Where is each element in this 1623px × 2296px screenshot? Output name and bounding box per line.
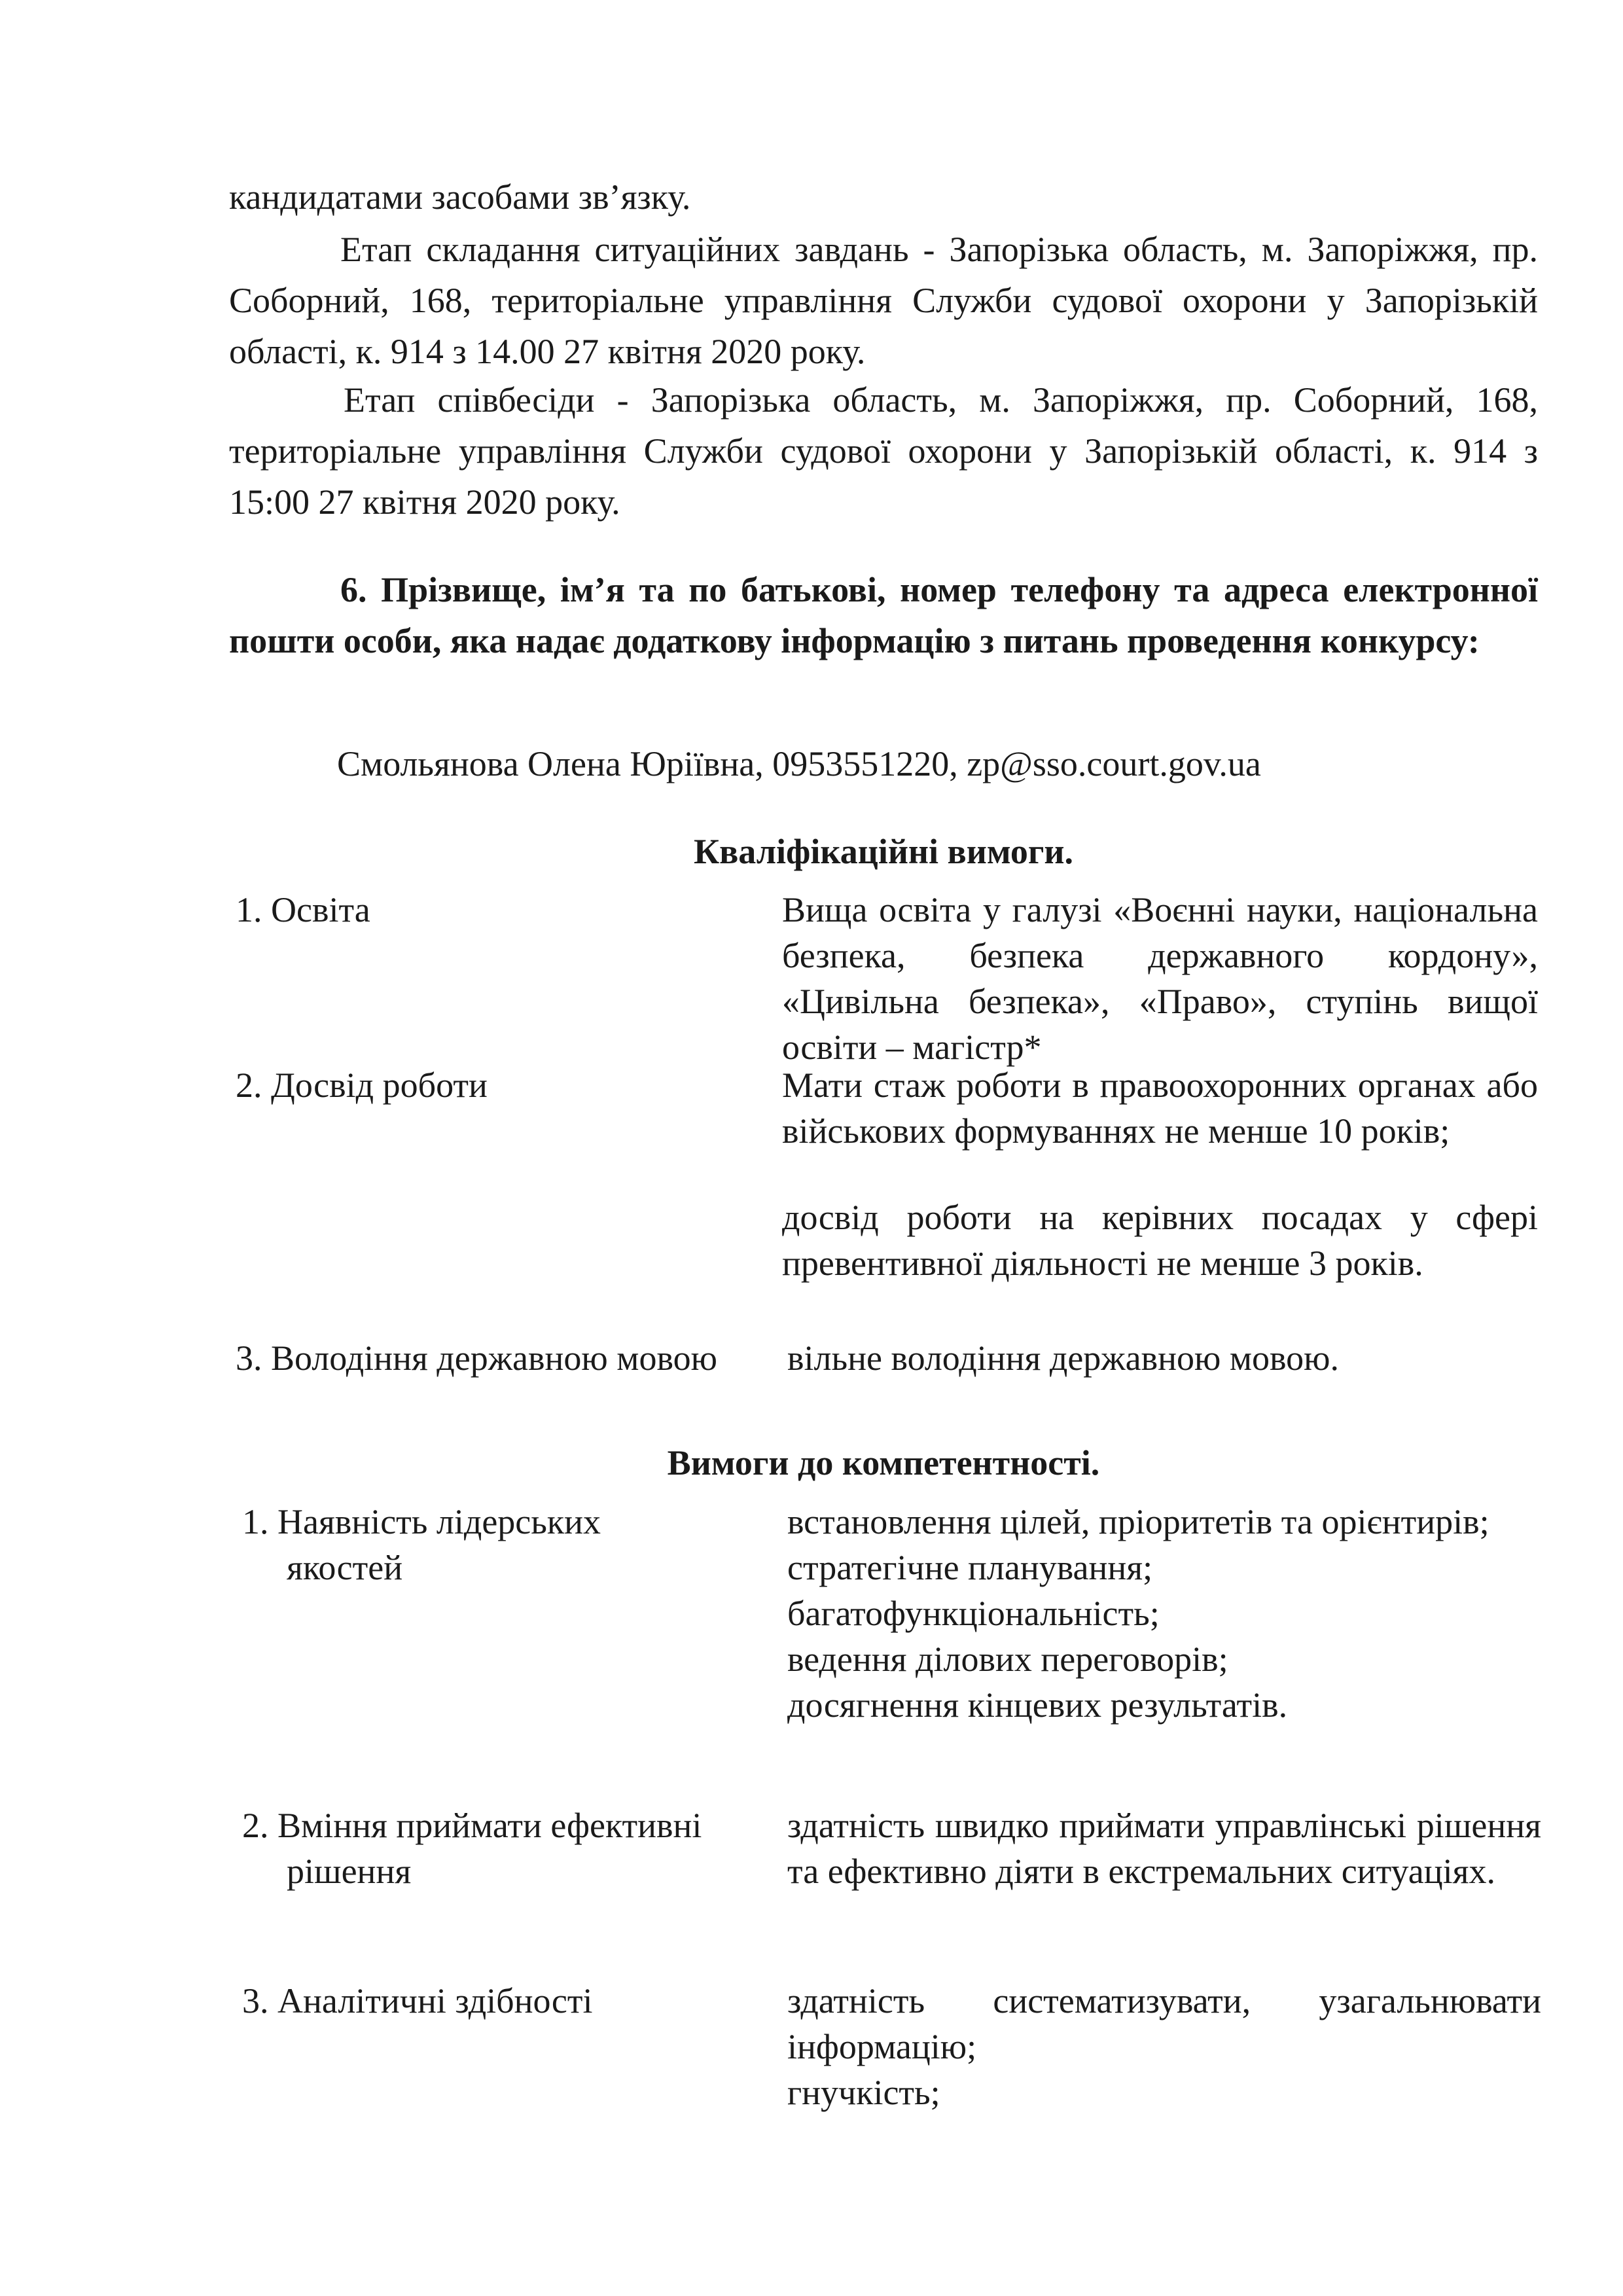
competence-label-leadership-1: 1. Наявність лідерських (242, 1502, 601, 1541)
qualification-text-education: Вища освіта у галузі «Воєнні науки, національна безпека, безпека державного кордону», «Цивільна безпека», «Право», ступінь вищої освіти – магістр* (782, 890, 1538, 1067)
competence-text-decisions: здатність швидко приймати управлінські рішення та ефективно діяти в екстремальних ситуаціях. (787, 1806, 1541, 1891)
competence-label-decisions-2: рішення (287, 1852, 412, 1891)
competence-line-planning: стратегічне планування; (787, 1548, 1153, 1587)
competence-line-systematize: здатність систематизувати, узагальнювати інформацію; (787, 1981, 1541, 2066)
competence-line-goals: встановлення цілей, пріоритетів та орієнтирів; (787, 1502, 1489, 1541)
competence-label-analytics (242, 1978, 785, 2024)
stage-interview-paragraph: Етап співбесіди - Запорізька область, м. Запоріжжя, пр. Соборний, 168, територіальне управління Служби судової охорони у Запорізькій області, к. 914 з 15:00 27 квітня 2020 року. (229, 380, 1538, 522)
competence-line-multifunction: багатофункціональність; (787, 1594, 1160, 1633)
competence-text-leadership (787, 1499, 1541, 1728)
qualification-label-education: 1. Освіта (236, 890, 370, 929)
stage-tasks-paragraph: Етап складання ситуаційних завдань - Запорізька область, м. Запоріжжя, пр. Соборний, 168, територіальне управління Служби судової охорони у Запорізькій області, к. 914 з 14.00 27 квітня 2020 року. (229, 230, 1538, 371)
qualification-text-language: вільне володіння державною мовою. (787, 1338, 1339, 1378)
qualification-text-experience-2: досвід роботи на керівних посадах у сфері превентивної діяльності не менше 3 років. (782, 1198, 1538, 1283)
competence-line-results: досягнення кінцевих результатів. (787, 1685, 1288, 1725)
continuation-text: кандидатами засобами зв’язку. (229, 177, 691, 217)
competence-label-leadership-2: якостей (287, 1548, 403, 1587)
qualification-text-experience-1: Мати стаж роботи в правоохоронних органах або військових формуваннях не менше 10 років; (782, 1066, 1538, 1151)
qualification-label-experience: 2. Досвід роботи (236, 1066, 488, 1105)
contact-line: Смольянова Олена Юріївна, 0953551220, zp@sso.court.gov.ua (337, 744, 1261, 783)
competence-title: Вимоги до компетентності. (667, 1443, 1100, 1482)
competence-label-decisions (242, 1803, 785, 1894)
qualification-label-language: 3. Володіння державною мовою (236, 1338, 717, 1378)
competence-line-negotiations: ведення ділових переговорів; (787, 1640, 1228, 1679)
competence-text-analytics (787, 1978, 1541, 2115)
competence-line-flexibility: гнучкість; (787, 2073, 940, 2112)
contact-heading: 6. Прізвище, ім’я та по батькові, номер телефону та адреса електронної пошти особи, яка надає додаткову інформацію з питань проведення конкурсу: (229, 570, 1538, 660)
competence-label-leadership (242, 1499, 785, 1590)
competence-label-decisions-1: 2. Вміння приймати ефективні (242, 1806, 702, 1845)
qualification-title: Кваліфікаційні вимоги. (693, 832, 1074, 871)
competence-label-analytics-1: 3. Аналітичні здібності (242, 1981, 593, 2020)
